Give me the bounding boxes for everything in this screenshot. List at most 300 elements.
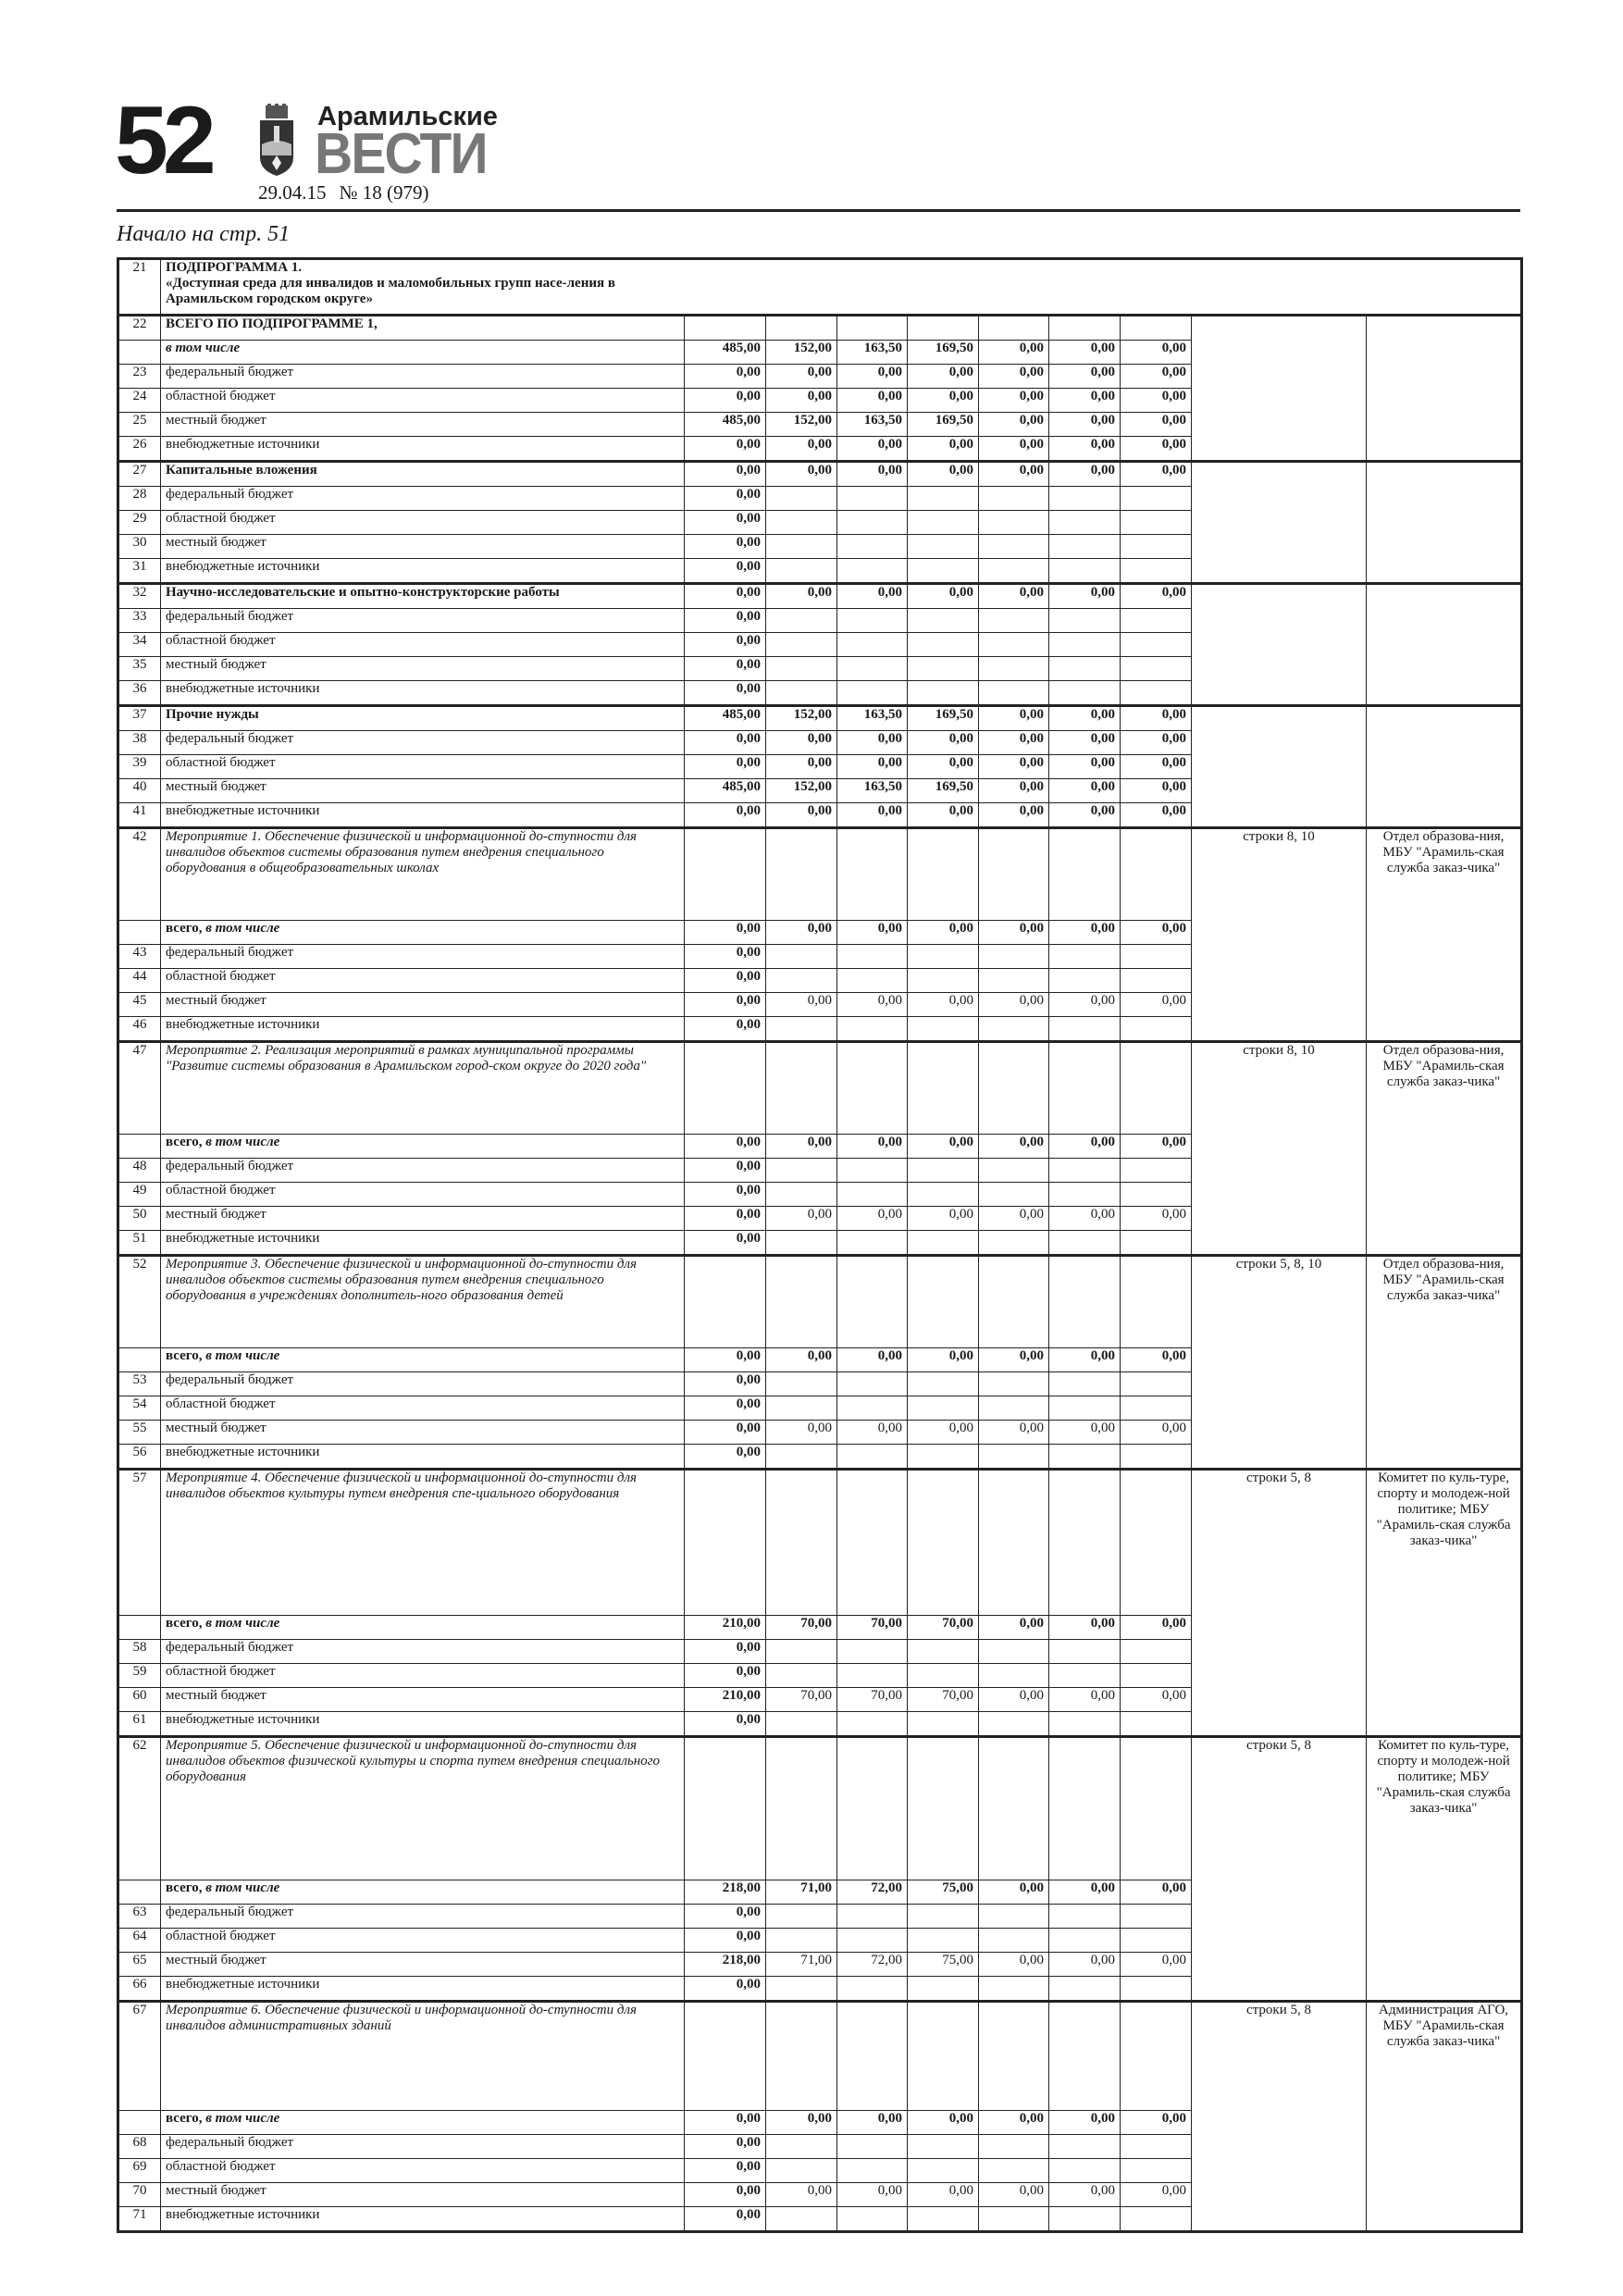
row-label: [161, 1880, 685, 1905]
value-cell: [908, 1737, 979, 1880]
value-cell: [1121, 681, 1192, 706]
responsible-executor-cell: [1367, 316, 1522, 462]
value-cell: [979, 2159, 1049, 2183]
row-number: [118, 1348, 161, 1372]
responsible-executor-cell: [1367, 462, 1522, 584]
total-label: всего,: [166, 1616, 203, 1631]
value-cell: [908, 1396, 979, 1421]
row-number: 71: [118, 2207, 161, 2232]
row-label: [161, 559, 685, 584]
row-label-text: федеральный бюджет: [166, 1905, 294, 1919]
activity-row: [118, 1042, 1522, 1135]
value-cell: 0,00: [1121, 1688, 1192, 1712]
value-cell: 0,00: [685, 1017, 766, 1042]
total-label: всего,: [166, 1880, 203, 1895]
value-cell: [1049, 969, 1121, 993]
row-label-text: местный бюджет: [166, 1953, 266, 1967]
value-cell: [766, 511, 837, 535]
row-label: [161, 1712, 685, 1737]
value-cell: [837, 1737, 908, 1880]
value-cell: 0,00: [979, 779, 1049, 803]
value-cell: 0,00: [979, 2111, 1049, 2135]
row-label-text: в том числе: [166, 341, 241, 355]
subprogram-title: [161, 259, 1522, 316]
value-cell: [1049, 1737, 1121, 1880]
value-cell: 0,00: [1049, 1135, 1121, 1159]
value-cell: 0,00: [1049, 1953, 1121, 1977]
responsible-executor-cell: Отдел образова-ния, МБУ "Арамиль-ская служба заказ-чика": [1367, 1256, 1522, 1470]
value-cell: [1049, 1231, 1121, 1256]
row-label: [161, 803, 685, 828]
value-cell: [979, 609, 1049, 633]
value-cell: [837, 2135, 908, 2159]
row-number: 24: [118, 389, 161, 413]
value-cell: 0,00: [1121, 706, 1192, 731]
row-label-text: федеральный бюджет: [166, 2135, 294, 2150]
value-cell: [837, 1712, 908, 1737]
including-label: в том числе: [205, 1348, 280, 1363]
value-cell: [908, 2159, 979, 2183]
value-cell: [1121, 1396, 1192, 1421]
row-label: [161, 1372, 685, 1396]
row-label-text: федеральный бюджет: [166, 945, 294, 960]
value-cell: 0,00: [685, 633, 766, 657]
activity-row: [118, 2002, 1522, 2111]
including-label: в том числе: [205, 1135, 280, 1149]
value-cell: [1049, 1712, 1121, 1737]
page-number: 52: [115, 87, 211, 194]
value-cell: [685, 1737, 766, 1880]
value-cell: [1121, 1977, 1192, 2002]
value-cell: 163,50: [837, 341, 908, 365]
row-label: [161, 413, 685, 437]
value-cell: 0,00: [685, 945, 766, 969]
row-number: 68: [118, 2135, 161, 2159]
value-cell: 163,50: [837, 413, 908, 437]
value-cell: [837, 609, 908, 633]
row-label-text: местный бюджет: [166, 2183, 266, 2198]
responsible-executor-cell: Администрация АГО, МБУ "Арамиль-ская служба заказ-чика": [1367, 2002, 1522, 2232]
row-number: 46: [118, 1017, 161, 1042]
value-cell: [766, 1977, 837, 2002]
value-cell: 70,00: [837, 1688, 908, 1712]
value-cell: [1121, 1159, 1192, 1183]
value-cell: [1049, 1929, 1121, 1953]
row-label: [161, 609, 685, 633]
value-cell: [1121, 2002, 1192, 2111]
value-cell: 0,00: [685, 584, 766, 609]
row-number: 65: [118, 1953, 161, 1977]
value-cell: [1121, 1664, 1192, 1688]
value-cell: 218,00: [685, 1953, 766, 1977]
value-cell: [1049, 681, 1121, 706]
row-label: [161, 1664, 685, 1688]
value-cell: 0,00: [766, 462, 837, 487]
total-label: всего,: [166, 2111, 203, 2126]
value-cell: 0,00: [979, 1953, 1049, 1977]
value-cell: 0,00: [685, 1135, 766, 1159]
value-cell: 485,00: [685, 779, 766, 803]
row-label-text: Капитальные вложения: [166, 463, 317, 478]
value-cell: 0,00: [979, 1421, 1049, 1445]
table-row: [118, 584, 1522, 609]
value-cell: [1121, 1712, 1192, 1737]
value-cell: [1049, 1470, 1121, 1616]
value-cell: 75,00: [908, 1880, 979, 1905]
value-cell: [766, 1640, 837, 1664]
value-cell: 0,00: [685, 681, 766, 706]
row-number: 23: [118, 365, 161, 389]
value-cell: [1121, 1905, 1192, 1929]
row-label-text: местный бюджет: [166, 779, 266, 794]
value-cell: [979, 2002, 1049, 2111]
value-cell: 0,00: [908, 462, 979, 487]
value-cell: 0,00: [908, 921, 979, 945]
value-cell: 0,00: [766, 1421, 837, 1445]
value-cell: [837, 681, 908, 706]
value-cell: [1121, 828, 1192, 921]
value-cell: [979, 1977, 1049, 2002]
value-cell: 0,00: [766, 584, 837, 609]
value-cell: 0,00: [685, 1348, 766, 1372]
row-label: [161, 1977, 685, 2002]
value-cell: 0,00: [766, 731, 837, 755]
row-label: [161, 2135, 685, 2159]
row-number: 59: [118, 1664, 161, 1688]
value-cell: 0,00: [766, 993, 837, 1017]
value-cell: [837, 1396, 908, 1421]
activity-row: [118, 1256, 1522, 1348]
value-cell: 0,00: [685, 921, 766, 945]
value-cell: [837, 657, 908, 681]
value-cell: 0,00: [685, 389, 766, 413]
value-cell: 0,00: [1049, 731, 1121, 755]
value-cell: [908, 2002, 979, 2111]
value-cell: 0,00: [908, 2183, 979, 2207]
value-cell: [979, 1017, 1049, 1042]
value-cell: [766, 1445, 837, 1470]
value-cell: 0,00: [979, 365, 1049, 389]
value-cell: 71,00: [766, 1880, 837, 1905]
value-cell: 0,00: [685, 365, 766, 389]
value-cell: [1121, 633, 1192, 657]
row-label: [161, 633, 685, 657]
value-cell: 0,00: [979, 706, 1049, 731]
value-cell: 169,50: [908, 779, 979, 803]
value-cell: 0,00: [766, 921, 837, 945]
value-cell: [979, 1737, 1049, 1880]
row-number: 26: [118, 437, 161, 462]
row-number: 66: [118, 1977, 161, 2002]
value-cell: 0,00: [766, 437, 837, 462]
value-cell: [908, 1183, 979, 1207]
value-cell: [908, 535, 979, 559]
value-cell: 0,00: [979, 1616, 1049, 1640]
value-cell: 72,00: [837, 1880, 908, 1905]
row-label: [161, 779, 685, 803]
value-cell: [979, 969, 1049, 993]
value-cell: [837, 2207, 908, 2232]
value-cell: [979, 828, 1049, 921]
value-cell: 210,00: [685, 1688, 766, 1712]
value-cell: 0,00: [1121, 437, 1192, 462]
value-cell: [685, 2002, 766, 2111]
value-cell: 0,00: [685, 1712, 766, 1737]
value-cell: 0,00: [1121, 2111, 1192, 2135]
total-label: всего,: [166, 1348, 203, 1363]
value-cell: 0,00: [837, 2111, 908, 2135]
value-cell: 0,00: [685, 755, 766, 779]
value-cell: [1049, 2159, 1121, 2183]
value-cell: 0,00: [1049, 584, 1121, 609]
row-label: [161, 2159, 685, 2183]
row-label: [161, 1905, 685, 1929]
value-cell: [766, 487, 837, 511]
value-cell: [1049, 609, 1121, 633]
value-cell: 0,00: [685, 993, 766, 1017]
value-cell: 0,00: [685, 1905, 766, 1929]
value-cell: 0,00: [1049, 779, 1121, 803]
subprogram-name: «Доступная среда для инвалидов и маломобильных групп насе-ления в Арамильском городском округе»: [166, 276, 615, 306]
value-cell: 0,00: [979, 1688, 1049, 1712]
value-cell: 0,00: [979, 1348, 1049, 1372]
value-cell: [1049, 1017, 1121, 1042]
row-number: [118, 1616, 161, 1640]
value-cell: 0,00: [837, 921, 908, 945]
value-cell: [979, 945, 1049, 969]
value-cell: [685, 828, 766, 921]
value-cell: 71,00: [766, 1953, 837, 1977]
row-label-text: внебюджетные источники: [166, 681, 320, 696]
row-label-text: местный бюджет: [166, 1207, 266, 1222]
value-cell: [908, 316, 979, 341]
value-cell: 152,00: [766, 413, 837, 437]
value-cell: 0,00: [766, 1135, 837, 1159]
row-number: 53: [118, 1372, 161, 1396]
row-number: 35: [118, 657, 161, 681]
value-cell: [979, 1929, 1049, 1953]
row-label-text: Мероприятие 5. Обеспечение физической и информационной до-ступности для инвалидов объектов физической культуры и спорта путем внедрения специального оборудования: [166, 1738, 661, 1784]
row-label: [161, 1231, 685, 1256]
value-cell: [1121, 2159, 1192, 2183]
activity-row: [118, 1737, 1522, 1880]
row-label-text: Научно-исследовательские и опытно-конструкторские работы: [166, 585, 560, 600]
value-cell: 0,00: [766, 755, 837, 779]
including-label: в том числе: [205, 1880, 280, 1895]
value-cell: 0,00: [685, 462, 766, 487]
table-row: [118, 462, 1522, 487]
value-cell: [908, 1159, 979, 1183]
value-cell: [979, 559, 1049, 584]
value-cell: 0,00: [979, 341, 1049, 365]
value-cell: 485,00: [685, 413, 766, 437]
row-label-text: местный бюджет: [166, 535, 266, 550]
value-cell: 0,00: [1121, 584, 1192, 609]
value-cell: 0,00: [908, 365, 979, 389]
row-label: [161, 535, 685, 559]
value-cell: 0,00: [979, 2183, 1049, 2207]
row-label-text: внебюджетные источники: [166, 437, 320, 452]
row-number: [118, 1880, 161, 1905]
value-cell: [979, 1042, 1049, 1135]
value-cell: [1049, 1042, 1121, 1135]
value-cell: [837, 945, 908, 969]
row-label-text: Мероприятие 4. Обеспечение физической и информационной до-ступности для инвалидов объектов культуры путем внедрения спе-циального оборудования: [166, 1471, 637, 1501]
value-cell: 0,00: [685, 2111, 766, 2135]
responsible-executor-cell: Отдел образова-ния, МБУ "Арамиль-ская служба заказ-чика": [1367, 1042, 1522, 1256]
value-cell: [837, 1470, 908, 1616]
linked-rows-cell: [1192, 706, 1367, 828]
row-label: [161, 316, 685, 341]
value-cell: [837, 1231, 908, 1256]
value-cell: [766, 2135, 837, 2159]
value-cell: 0,00: [685, 969, 766, 993]
row-number: 39: [118, 755, 161, 779]
row-number: 56: [118, 1445, 161, 1470]
value-cell: 0,00: [685, 437, 766, 462]
value-cell: [908, 2135, 979, 2159]
value-cell: 0,00: [837, 755, 908, 779]
value-cell: 163,50: [837, 706, 908, 731]
value-cell: [837, 1445, 908, 1470]
value-cell: [766, 609, 837, 633]
value-cell: [908, 1372, 979, 1396]
value-cell: [1121, 969, 1192, 993]
including-label: в том числе: [205, 2111, 280, 2126]
value-cell: 152,00: [766, 779, 837, 803]
value-cell: [1049, 1159, 1121, 1183]
row-number: [118, 1135, 161, 1159]
including-label: в том числе: [205, 1616, 280, 1631]
value-cell: 0,00: [685, 1640, 766, 1664]
value-cell: [979, 1256, 1049, 1348]
value-cell: 0,00: [766, 803, 837, 828]
row-label: [161, 341, 685, 365]
linked-rows-cell: строки 8, 10: [1192, 828, 1367, 1042]
responsible-executor-cell: [1367, 706, 1522, 828]
value-cell: [837, 316, 908, 341]
row-number: 41: [118, 803, 161, 828]
value-cell: 0,00: [1049, 993, 1121, 1017]
value-cell: [837, 2159, 908, 2183]
subprogram-title-row: [118, 259, 1522, 316]
row-number: 37: [118, 706, 161, 731]
value-cell: [1121, 657, 1192, 681]
row-label: [161, 2183, 685, 2207]
coat-of-arms-icon: [258, 104, 295, 176]
row-label-text: внебюджетные источники: [166, 559, 320, 574]
value-cell: [1049, 1905, 1121, 1929]
row-number: 50: [118, 1207, 161, 1231]
row-label-text: федеральный бюджет: [166, 609, 294, 624]
value-cell: [979, 1445, 1049, 1470]
row-label: [161, 1421, 685, 1445]
value-cell: [1049, 487, 1121, 511]
value-cell: [1121, 316, 1192, 341]
value-cell: 0,00: [685, 1977, 766, 2002]
value-cell: 0,00: [979, 755, 1049, 779]
row-number: 52: [118, 1256, 161, 1348]
value-cell: 0,00: [1121, 1880, 1192, 1905]
value-cell: [766, 1396, 837, 1421]
row-label-text: областной бюджет: [166, 2159, 276, 2174]
value-cell: [1049, 2002, 1121, 2111]
issue-date: 29.04.15: [258, 181, 327, 204]
total-label: всего,: [166, 921, 203, 936]
row-label-text: федеральный бюджет: [166, 1372, 294, 1387]
row-label: [161, 1640, 685, 1664]
value-cell: 0,00: [837, 1207, 908, 1231]
value-cell: 0,00: [685, 2183, 766, 2207]
row-label: [161, 1470, 685, 1616]
value-cell: [1049, 1256, 1121, 1348]
value-cell: 0,00: [1121, 755, 1192, 779]
row-label-text: Мероприятие 2. Реализация мероприятий в рамках муниципальной программы "Развитие системы образования в Арамильском город-ском округе до 2020 года": [166, 1043, 647, 1074]
total-label: всего,: [166, 1135, 203, 1149]
value-cell: [766, 1470, 837, 1616]
row-number: 42: [118, 828, 161, 921]
value-cell: 70,00: [908, 1616, 979, 1640]
value-cell: [908, 1929, 979, 1953]
row-number: [118, 341, 161, 365]
value-cell: 0,00: [908, 1207, 979, 1231]
brand-name-main: ВЕСТИ: [315, 122, 487, 186]
value-cell: [766, 316, 837, 341]
linked-rows-cell: строки 5, 8: [1192, 2002, 1367, 2232]
value-cell: [766, 1231, 837, 1256]
row-number: 44: [118, 969, 161, 993]
row-label-text: внебюджетные источники: [166, 803, 320, 818]
value-cell: 0,00: [1121, 803, 1192, 828]
row-number: [118, 2111, 161, 2135]
continued-note: Начало на стр. 51: [117, 222, 291, 246]
value-cell: 0,00: [685, 731, 766, 755]
value-cell: 0,00: [685, 1396, 766, 1421]
row-label: [161, 1396, 685, 1421]
value-cell: [837, 1905, 908, 1929]
value-cell: [1121, 487, 1192, 511]
value-cell: 0,00: [979, 413, 1049, 437]
value-cell: [1121, 559, 1192, 584]
value-cell: 0,00: [1049, 706, 1121, 731]
value-cell: 0,00: [837, 2183, 908, 2207]
value-cell: [837, 535, 908, 559]
value-cell: 0,00: [1121, 341, 1192, 365]
value-cell: [766, 1372, 837, 1396]
value-cell: 0,00: [908, 993, 979, 1017]
value-cell: [837, 1159, 908, 1183]
row-label: [161, 2111, 685, 2135]
value-cell: [1049, 1445, 1121, 1470]
value-cell: 0,00: [979, 1207, 1049, 1231]
value-cell: 70,00: [837, 1616, 908, 1640]
row-label: [161, 731, 685, 755]
value-cell: 0,00: [837, 1135, 908, 1159]
value-cell: [908, 487, 979, 511]
activity-row: [118, 1470, 1522, 1616]
value-cell: 0,00: [685, 535, 766, 559]
value-cell: [979, 1183, 1049, 1207]
value-cell: 0,00: [685, 657, 766, 681]
row-number: 21: [118, 259, 161, 316]
value-cell: [1049, 559, 1121, 584]
value-cell: 0,00: [1049, 413, 1121, 437]
value-cell: [1049, 511, 1121, 535]
value-cell: 169,50: [908, 706, 979, 731]
row-label-text: местный бюджет: [166, 413, 266, 428]
budget-table: [117, 257, 1523, 2233]
row-label-text: местный бюджет: [166, 1688, 266, 1703]
